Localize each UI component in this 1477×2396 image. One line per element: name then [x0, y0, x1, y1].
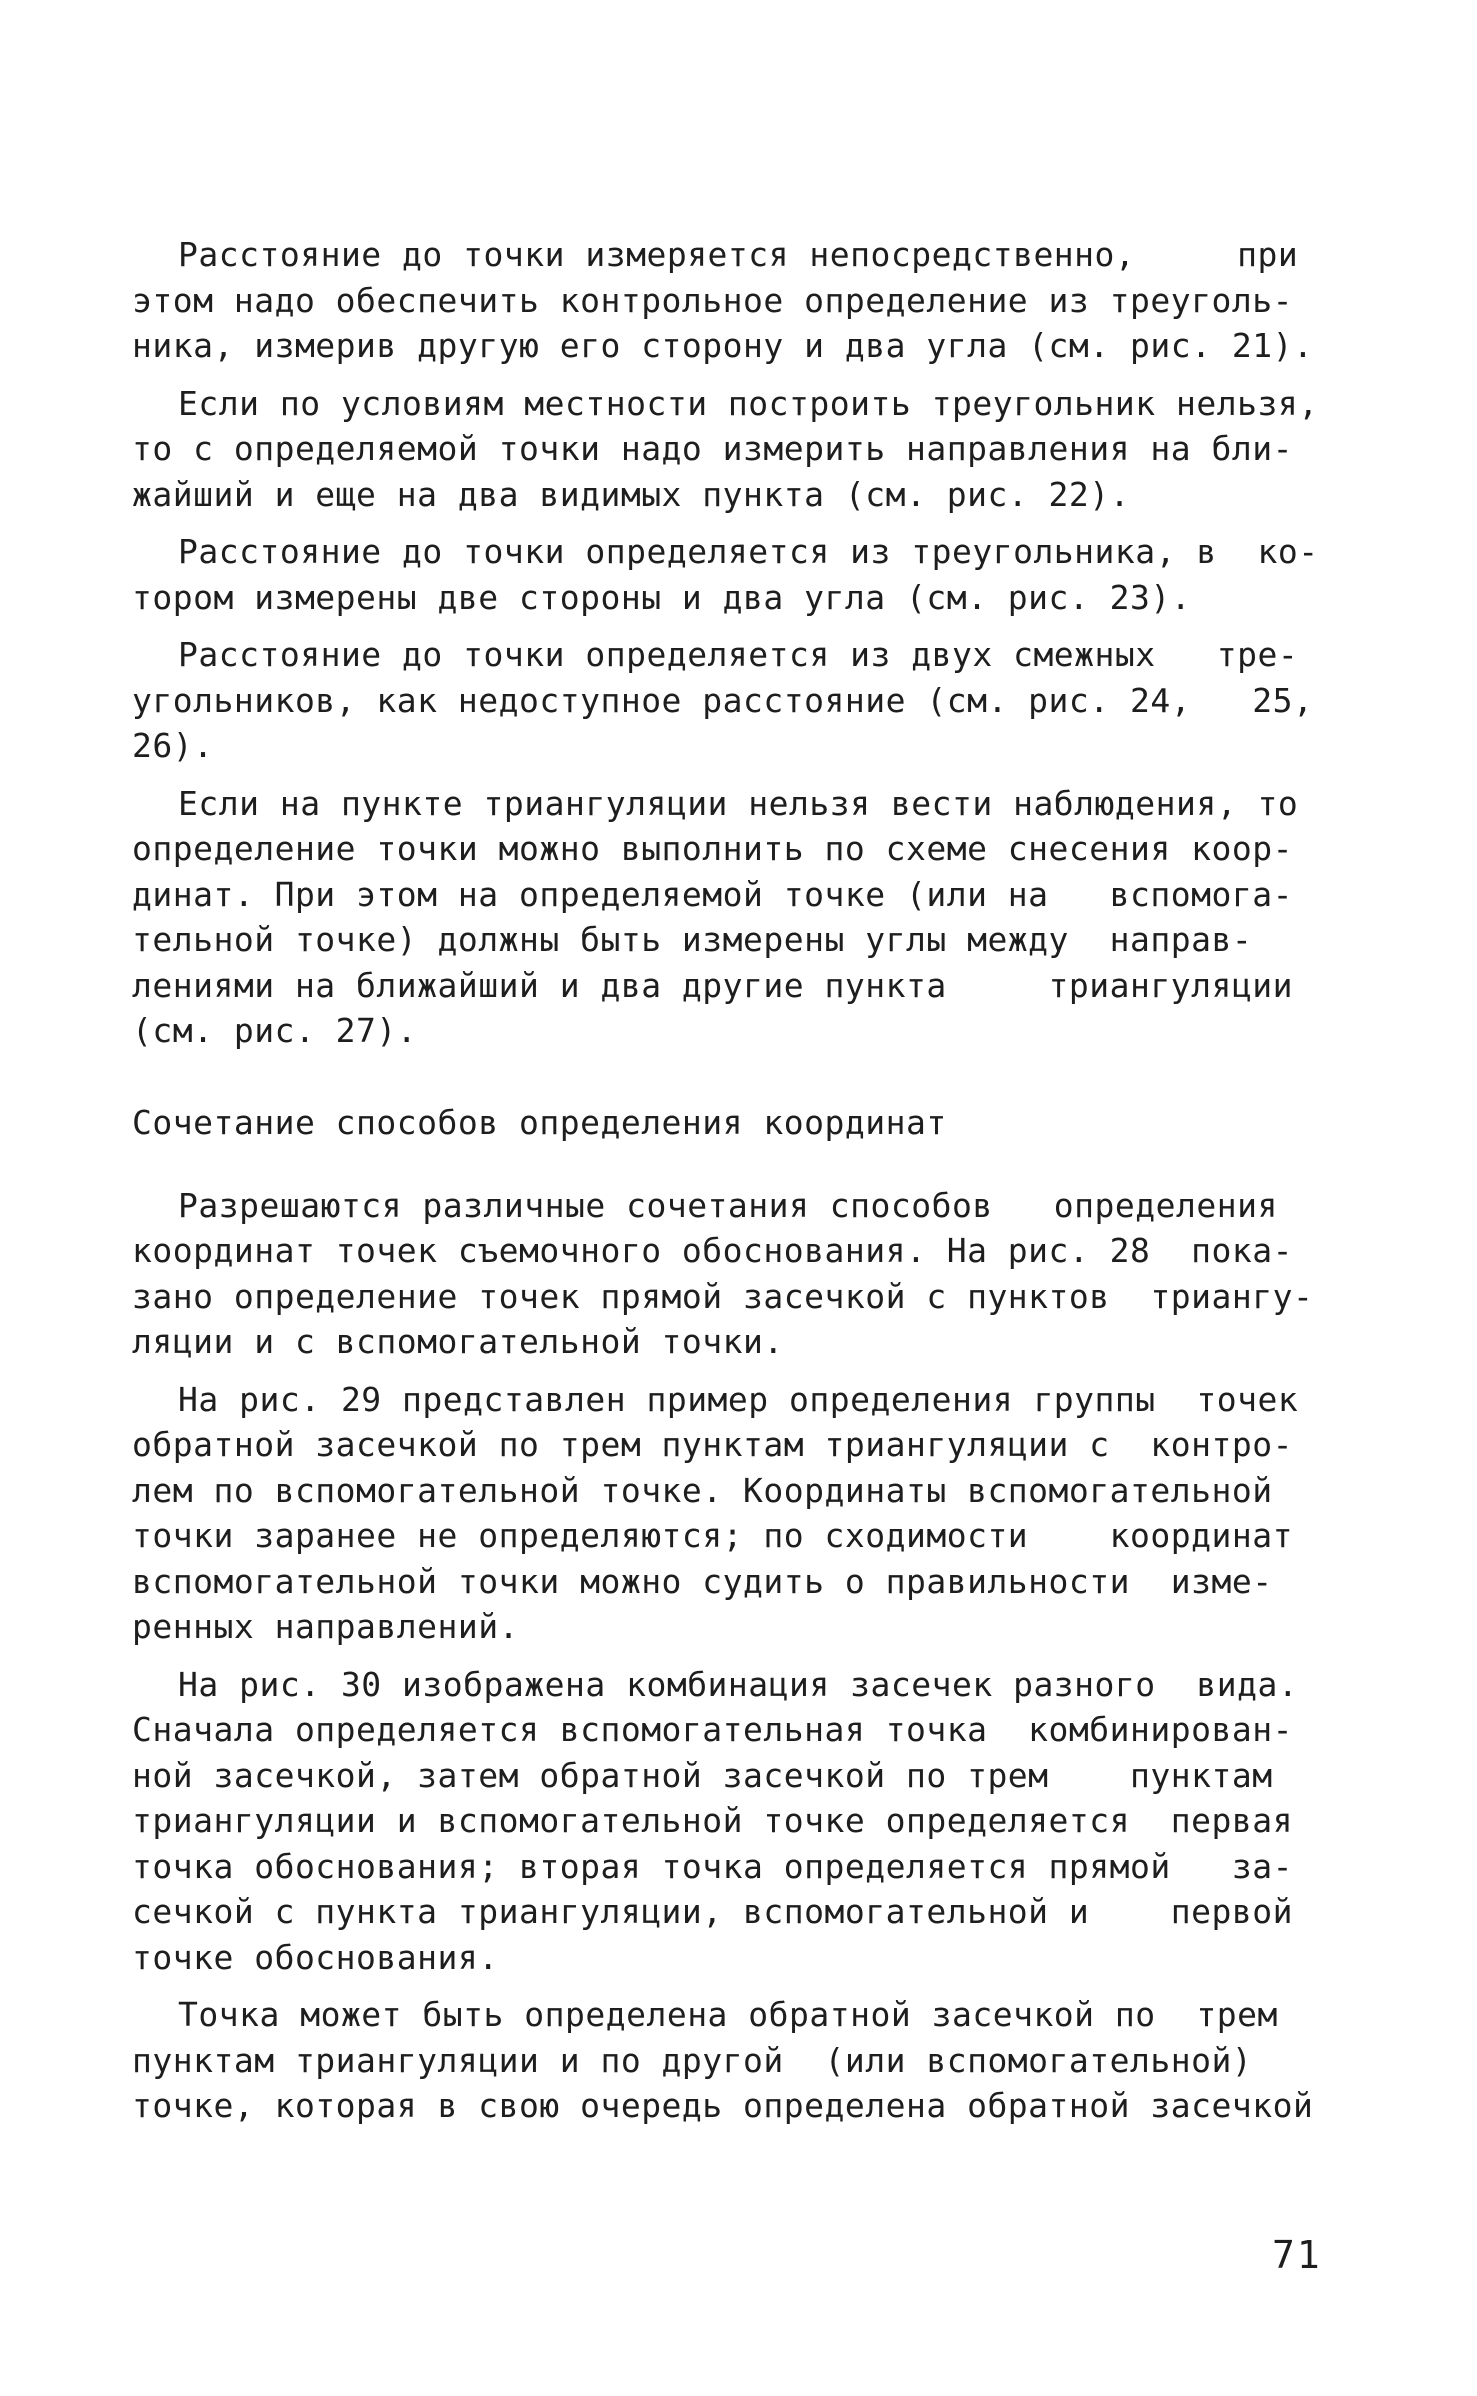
text-line: На рис. 29 представлен пример определения группы точек	[178, 1379, 1299, 1419]
text-line: триангуляции и вспомогательной точке определяется первая	[132, 1801, 1293, 1840]
paragraph	[132, 232, 1340, 369]
text-line: Если по условиям местности построить треугольник нельзя,	[178, 383, 1319, 423]
text-line: точки заранее не определяются; по сходимости координат	[132, 1516, 1293, 1555]
text-line: Если на пункте триангуляции нельзя вести наблюдения, то	[178, 783, 1299, 823]
section-heading: Сочетание способов определения координат	[132, 1102, 947, 1142]
text-line: этом надо обеспечить контрольное определение из треуголь-	[132, 280, 1293, 320]
text-line: Точка может быть определена обратной засечкой по трем	[178, 1995, 1278, 2034]
text-line: ной засечкой, затем обратной засечкой по трем пунктам	[132, 1755, 1273, 1795]
text-line: 26).	[132, 726, 214, 765]
text-line: ляции и с вспомогательной точки.	[132, 1322, 784, 1361]
page-number: 71	[1272, 2233, 1322, 2277]
text-line: (см. рис. 27).	[132, 1011, 418, 1050]
text-line: Разрешаются различные сочетания способов определения	[178, 1185, 1278, 1225]
paragraph	[132, 781, 1340, 1054]
text-line: лем по вспомогательной точке. Координаты вспомогательной	[132, 1470, 1273, 1510]
text-line: жайший и еще на два видимых пункта (см. рис. 22).	[132, 474, 1131, 514]
text-line: ренных направлений.	[132, 1607, 519, 1646]
paragraph	[132, 1377, 1340, 1650]
paragraph	[132, 1662, 1340, 1981]
text-line: Расстояние до точки определяется из двух смежных тре-	[178, 635, 1299, 674]
paragraph	[132, 1183, 1340, 1365]
paragraph	[132, 381, 1340, 518]
text-line: Сначала определяется вспомогательная точка комбинирован-	[132, 1710, 1293, 1749]
paragraph	[132, 632, 1340, 769]
page-body	[132, 232, 1340, 2141]
text-line: вспомогательной точки можно судить о правильности изме-	[132, 1561, 1273, 1601]
text-line: точка обоснования; вторая точка определяется прямой за-	[132, 1846, 1293, 1886]
text-line: динат. При этом на определяемой точке (или на вспомога-	[132, 874, 1293, 914]
text-line: пунктам триангуляции и по другой (или вспомогательной)	[132, 2040, 1253, 2080]
text-line: точке, которая в свою очередь определена обратной засечкой	[132, 2086, 1314, 2125]
text-section-bottom	[132, 1183, 1340, 2129]
text-line: определение точки можно выполнить по схеме снесения коор-	[132, 829, 1293, 868]
text-line: точке обоснования.	[132, 1937, 499, 1977]
text-line: Расстояние до точки определяется из треугольника, в ко-	[178, 532, 1319, 571]
text-line: то с определяемой точки надо измерить направления на бли-	[132, 429, 1293, 468]
text-line: зано определение точек прямой засечкой с пунктов триангу-	[132, 1276, 1314, 1316]
paragraph	[132, 1992, 1340, 2129]
text-line: На рис. 30 изображена комбинация засечек разного вида.	[178, 1664, 1299, 1704]
text-line: тором измерены две стороны и два угла (см. рис. 23).	[132, 577, 1192, 617]
text-line: Расстояние до точки измеряется непосредственно, при	[178, 235, 1299, 274]
text-line: тельной точке) должны быть измерены углы между направ-	[132, 920, 1253, 959]
text-line: обратной засечкой по трем пунктам триангуляции с контро-	[132, 1425, 1293, 1464]
text-section-top	[132, 232, 1340, 1054]
text-line: угольников, как недоступное расстояние (см. рис. 24, 25,	[132, 680, 1314, 720]
text-line: ника, измерив другую его сторону и два угла (см. рис. 21).	[132, 326, 1314, 365]
text-line: сечкой с пункта триангуляции, вспомогательной и первой	[132, 1892, 1293, 1931]
paragraph	[132, 529, 1340, 620]
text-line: лениями на ближайший и два другие пункта триангуляции	[132, 965, 1293, 1005]
text-line: координат точек съемочного обоснования. На рис. 28 пока-	[132, 1231, 1293, 1270]
